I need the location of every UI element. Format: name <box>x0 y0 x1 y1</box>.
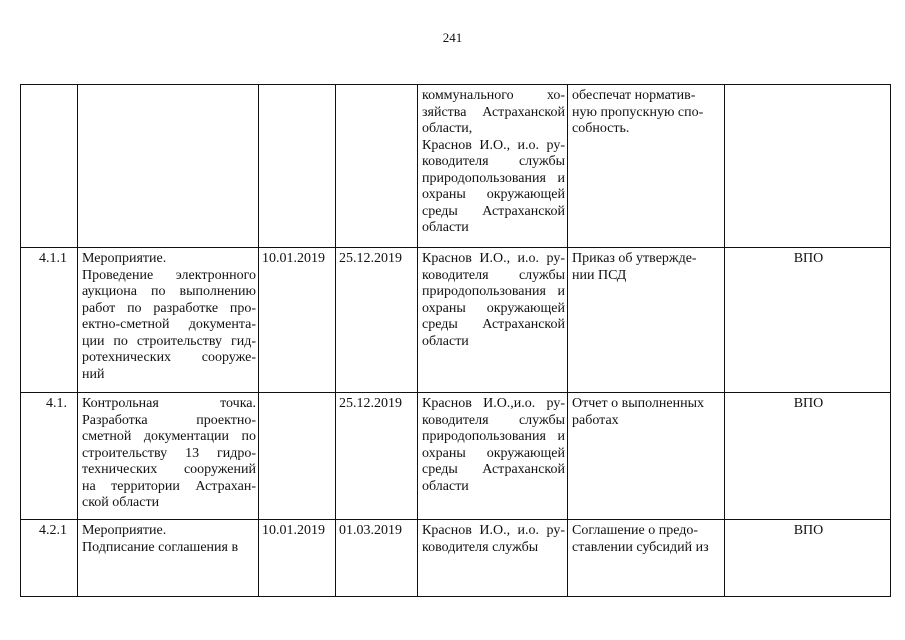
cell-line: охраны окружающей <box>422 187 565 202</box>
type-cell <box>725 85 891 248</box>
cell-line: природопользования и <box>422 284 565 299</box>
cell-line: охраны окружающей <box>422 445 565 461</box>
cell-line: Проведение электронного <box>82 267 256 283</box>
cell-line: ководителя службы <box>422 412 565 428</box>
cell-line: аукциона по выполнению <box>82 284 256 299</box>
type-cell: ВПО <box>725 393 891 520</box>
cell-line: Соглашение о предо- <box>572 523 699 538</box>
cell-line: среды Астраханской <box>422 203 565 219</box>
table-row <box>21 248 891 393</box>
event-name-cell <box>78 248 259 393</box>
row-number-cell <box>21 85 78 248</box>
cell-line: области <box>422 478 469 494</box>
cell-line: природопользования и <box>422 170 565 186</box>
cell-line: собность. <box>572 121 630 136</box>
result-cell <box>568 248 725 393</box>
cell-line: природопользования и <box>422 429 565 444</box>
plan-table <box>20 84 891 597</box>
responsible-cell <box>418 85 568 248</box>
end-date-cell: 01.03.2019 <box>336 520 418 597</box>
table-row <box>21 393 891 520</box>
cell-line: обеспечат норматив- <box>572 88 696 103</box>
cell-line: Мероприятие. <box>82 523 167 538</box>
cell-line: ции по строительству гид- <box>82 333 256 349</box>
cell-line: Подписание соглашения в <box>82 539 239 555</box>
type-cell: ВПО <box>725 248 891 393</box>
result-cell <box>568 520 725 597</box>
cell-line: ководителя службы <box>422 154 565 169</box>
cell-line: ководителя службы <box>422 267 565 283</box>
cell-line: Мероприятие. <box>82 251 167 266</box>
cell-line: Контрольная точка. <box>82 396 256 411</box>
cell-line: работах <box>572 412 619 428</box>
cell-line: среды Астраханской <box>422 462 565 477</box>
cell-line: Краснов И.О., и.о. ру- <box>422 523 565 538</box>
cell-line: Краснов И.О., и.о. ру- <box>422 251 565 266</box>
end-date-cell: 25.12.2019 <box>336 248 418 393</box>
cell-line: Отчет о выполненных <box>572 396 705 411</box>
cell-line: ской области <box>82 495 160 510</box>
cell-line: охраны окружающей <box>422 300 565 316</box>
cell-line: технических сооружений <box>82 462 256 477</box>
row-number-cell: 4.1. <box>21 393 78 520</box>
cell-line: зяйства Астраханской <box>422 104 565 120</box>
cell-line: ектно-сметной документа- <box>82 317 256 332</box>
cell-line: ротехнических сооруже- <box>82 350 256 365</box>
start-date-cell: 10.01.2019 <box>259 248 336 393</box>
event-name-cell <box>78 85 259 248</box>
cell-line: ководителя службы <box>422 539 539 555</box>
cell-line: области <box>422 220 469 235</box>
cell-line: Разработка проектно- <box>82 412 256 428</box>
cell-line: Краснов И.О.,и.о. ру- <box>422 396 565 411</box>
responsible-cell <box>418 520 568 597</box>
cell-line: строительству 13 гидро- <box>82 445 256 461</box>
cell-line: сметной документации по <box>82 429 256 444</box>
row-number-cell: 4.1.1 <box>21 248 78 393</box>
end-date-cell <box>336 85 418 248</box>
event-name-cell <box>78 520 259 597</box>
cell-line: работ по разработке про- <box>82 300 256 316</box>
responsible-cell <box>418 248 568 393</box>
result-cell <box>568 393 725 520</box>
cell-line: коммунального хо- <box>422 88 565 103</box>
cell-line: нии ПСД <box>572 267 627 283</box>
cell-line: Приказ об утвержде- <box>572 251 697 266</box>
cell-line: ний <box>82 366 105 382</box>
type-cell: ВПО <box>725 520 891 597</box>
cell-line: области, <box>422 121 473 136</box>
table-row <box>21 85 891 248</box>
cell-line: на территории Астрахан- <box>82 478 256 494</box>
result-cell <box>568 85 725 248</box>
start-date-cell <box>259 85 336 248</box>
page-number: 241 <box>442 30 463 45</box>
start-date-cell <box>259 393 336 520</box>
responsible-cell <box>418 393 568 520</box>
table-row <box>21 520 891 597</box>
row-number-cell: 4.2.1 <box>21 520 78 597</box>
start-date-cell: 10.01.2019 <box>259 520 336 597</box>
event-name-cell <box>78 393 259 520</box>
end-date-cell: 25.12.2019 <box>336 393 418 520</box>
cell-line: среды Астраханской <box>422 317 565 332</box>
cell-line: ную пропускную спо- <box>572 104 704 120</box>
cell-line: Краснов И.О., и.о. ру- <box>422 137 565 153</box>
cell-line: ставлении субсидий из <box>572 539 709 555</box>
cell-line: области <box>422 333 469 349</box>
